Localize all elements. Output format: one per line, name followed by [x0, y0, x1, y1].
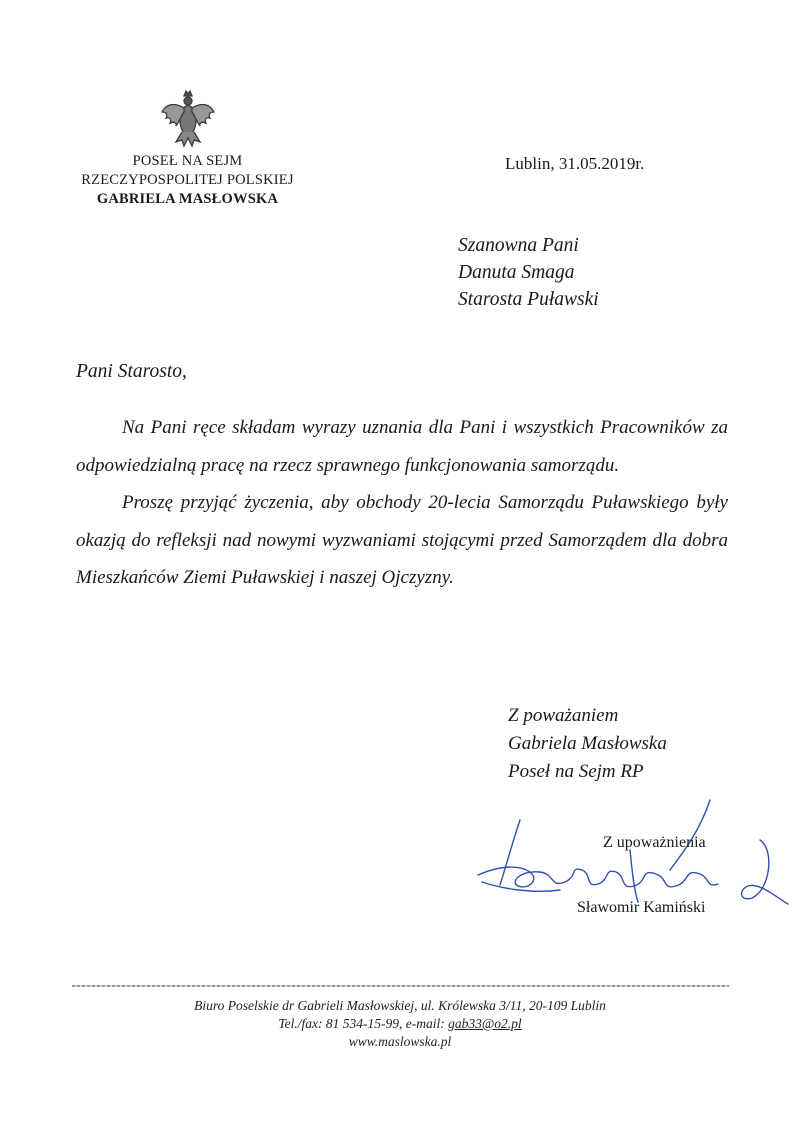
footer-divider	[72, 985, 729, 987]
polish-eagle-emblem-icon	[160, 88, 216, 150]
signer-name: Sławomir Kamiński	[577, 899, 706, 916]
closing-line2: Gabriela Masłowska	[508, 733, 667, 754]
footer-phone: Tel./fax: 81 534-15-99, e-mail:	[278, 1016, 449, 1031]
body-paragraph-2: Proszę przyjąć życzenia, aby obchody 20-lecia Samorządu Puławskiego były okazją do refleksji nad nowymi wyzwaniami stojącymi przed Samorządem dla dobra Mieszkańców Ziemi Puławskiej i naszej Ojczyzny.	[76, 492, 728, 588]
sender-block	[60, 152, 315, 209]
letter-date: Lublin, 31.05.2019r.	[505, 154, 645, 173]
closing-block	[508, 702, 667, 786]
salutation: Pani Starosto,	[76, 361, 187, 382]
recipient-block	[458, 232, 599, 313]
recipient-line3: Starosta Puławski	[458, 289, 599, 310]
closing-line1: Z poważaniem	[508, 705, 619, 726]
sender-name: GABRIELA MASŁOWSKA	[96, 191, 279, 207]
recipient-line2: Danuta Smaga	[458, 262, 575, 283]
footer-block	[110, 997, 690, 1051]
footer-email-link[interactable]: gab33@o2.pl	[448, 1016, 522, 1031]
footer-address: Biuro Poselskie dr Gabrieli Masłowskiej, ul. Królewska 3/11, 20-109 Lublin	[194, 998, 606, 1013]
body-paragraph-1: Na Pani ręce składam wyrazy uznania dla Pani i wszystkich Pracowników za odpowiedzialną pracę na rzecz sprawnego funkcjonowania samorządu.	[76, 417, 728, 476]
authorization-label: Z upoważnienia	[603, 834, 706, 851]
sender-title-line1: POSEŁ NA SEJM	[132, 153, 243, 169]
footer-website-link[interactable]: www.maslowska.pl	[348, 1034, 452, 1049]
closing-line3: Poseł na Sejm RP	[508, 761, 644, 782]
footer-contact	[110, 1015, 690, 1033]
sender-title-line2: RZECZYPOSPOLITEJ POLSKIEJ	[81, 172, 294, 188]
letter-body	[76, 409, 728, 597]
recipient-line1: Szanowna Pani	[458, 235, 579, 256]
